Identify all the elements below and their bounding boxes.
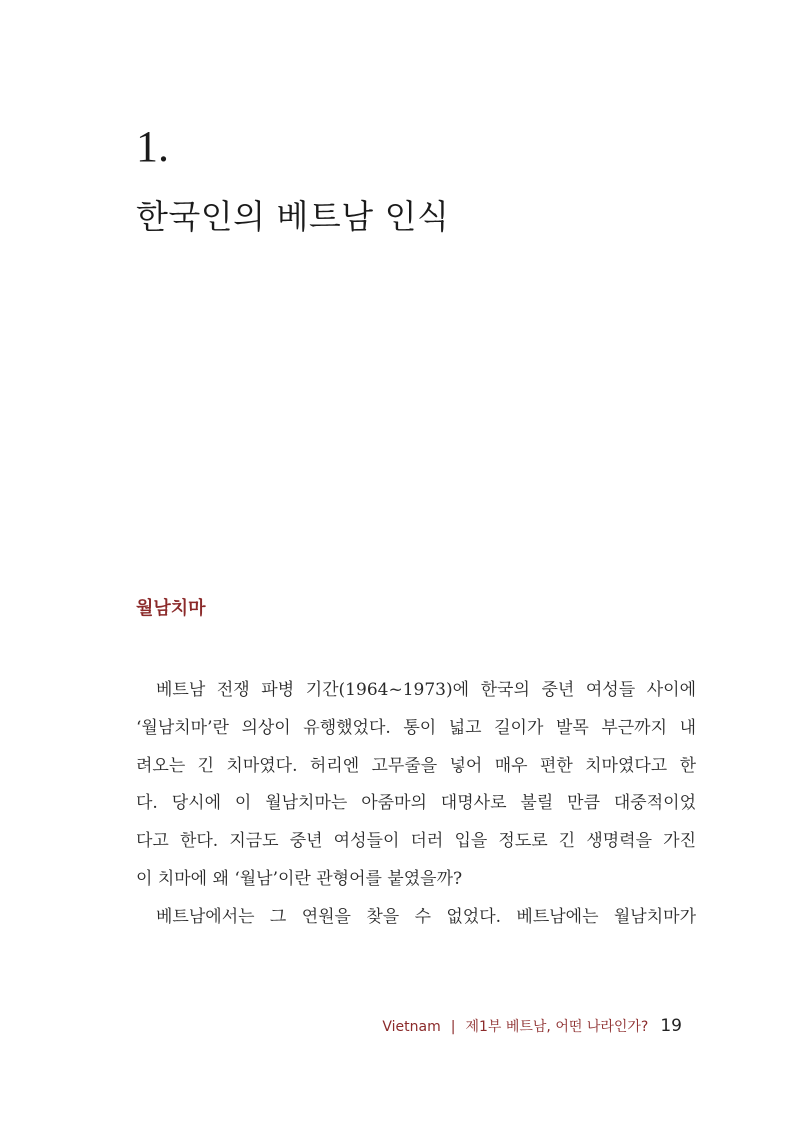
body-line: 다고 한다. 지금도 중년 여성들이 더러 입을 정도로 긴 생명력을 가진 (136, 831, 696, 852)
page-footer (382, 1014, 682, 1039)
section-heading: 월남치마 (136, 598, 206, 619)
footer-separator: | (450, 1019, 456, 1035)
page-number: 19 (660, 1016, 682, 1036)
body-line: 베트남 전쟁 파병 기간(1964~1973)에 한국의 중년 여성들 사이에 (156, 680, 696, 700)
body-line: 다. 당시에 이 월남치마는 아줌마의 대명사로 불릴 만큼 대중적이었 (136, 793, 696, 814)
chapter-title: 한국인의 베트남 인식 (136, 197, 450, 236)
body-text (136, 672, 696, 937)
body-line: ‘월남치마’란 의상이 유행했었다. 통이 넓고 길이가 발목 부근까지 내 (136, 717, 696, 738)
body-line: 이 치마에 왜 ‘월남’이란 관형어를 붙였을까? (136, 868, 463, 889)
footer-book-title: Vietnam (382, 1019, 441, 1035)
body-line: 베트남에서는 그 연원을 찾을 수 없었다. 베트남에는 월남치마가 (156, 906, 696, 927)
chapter-number: 1. (136, 122, 169, 171)
body-line: 려오는 긴 치마였다. 허리엔 고무줄을 넣어 매우 편한 치마였다고 한 (136, 755, 696, 776)
footer-part-title: 제1부 베트남, 어떤 나라인가? (465, 1019, 649, 1035)
